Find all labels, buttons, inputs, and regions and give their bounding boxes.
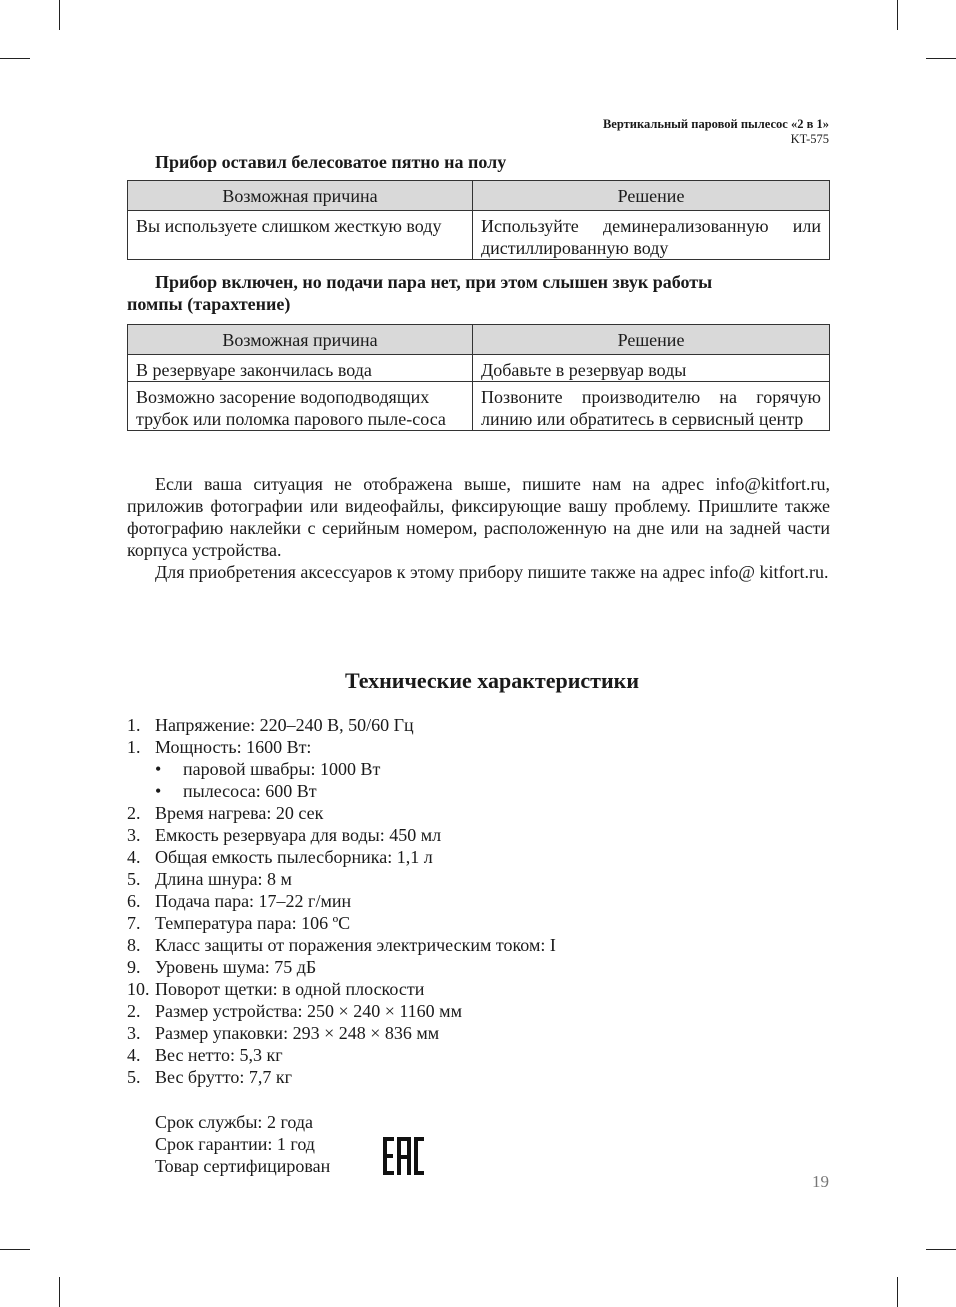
spec-text: Мощность: 1600 Вт: [155, 737, 312, 757]
accessories-paragraph: Для приобретения аксессуаров к этому прибору пишите также на адрес info@ kitfort.ru. [155, 562, 829, 582]
troubleshooting-table-2 [127, 324, 830, 431]
item-number: 3. [127, 825, 141, 845]
warranty: Срок гарантии: 1 год [155, 1134, 315, 1154]
spec-text: Напряжение: 220–240 В, 50/60 Гц [155, 715, 414, 735]
crop-mark [926, 58, 956, 59]
crop-mark [59, 0, 60, 30]
spec-text: Длина шнура: 8 м [155, 869, 292, 889]
table-row [128, 382, 830, 431]
item-number: 8. [127, 935, 141, 955]
spec-text: Поворот щетки: в одной плоскости [155, 979, 425, 999]
item-number: 10. [127, 979, 150, 999]
cause-cell: В резервуаре закончилась вода [128, 355, 473, 382]
table-row [128, 355, 830, 382]
item-number: 1. [127, 737, 141, 757]
page-number: 19 [812, 1172, 829, 1191]
crop-mark [897, 0, 898, 30]
solution-cell: Добавьте в резервуар воды [473, 355, 830, 382]
spec-text: Класс защиты от поражения электрическим током: I [155, 935, 556, 955]
footer-info [155, 1111, 330, 1177]
table-row [128, 211, 830, 260]
service-life: Срок службы: 2 года [155, 1112, 314, 1132]
specs-title: Технические характеристики [344, 668, 640, 693]
spec-text: Подача пара: 17–22 г/мин [155, 891, 352, 911]
item-number: 5. [127, 1067, 141, 1087]
certified: Товар сертифицирован [155, 1156, 331, 1176]
cause-cell: Вы используете слишком жесткую воду [128, 211, 473, 260]
spec-text: Температура пара: 106 ºС [155, 913, 351, 933]
item-number: 2. [127, 803, 141, 823]
item-number: 2. [127, 1001, 141, 1021]
crop-mark [0, 58, 30, 59]
column-header: Возможная причина [128, 181, 473, 211]
item-number: 1. [127, 715, 141, 735]
bullet-marker: • [155, 759, 162, 779]
spec-text: Емкость резервуара для воды: 450 мл [155, 825, 442, 845]
item-number: 5. [127, 869, 141, 889]
column-header: Решение [473, 181, 830, 211]
model-number: KT-575 [790, 132, 829, 146]
spec-text: Общая емкость пылесборника: 1,1 л [155, 847, 433, 867]
spec-text: Уровень шума: 75 дБ [155, 957, 317, 977]
product-name: Вертикальный паровой пылесос «2 в 1» [602, 117, 829, 131]
section-heading: Прибор включен, но подачи пара нет, при этом слышен звук работы помпы (тарахтение) [127, 272, 713, 314]
column-header: Решение [473, 325, 830, 355]
crop-mark [0, 1249, 30, 1250]
section-heading: Прибор оставил белесоватое пятно на полу [155, 152, 507, 172]
spec-text: Вес брутто: 7,7 кг [155, 1067, 292, 1087]
spec-text: Размер устройства: 250 × 240 × 1160 мм [155, 1001, 462, 1021]
crop-mark [59, 1277, 60, 1307]
item-number: 9. [127, 957, 141, 977]
running-header [603, 117, 829, 147]
spec-text: Вес нетто: 5,3 кг [155, 1045, 283, 1065]
troubleshooting-table-1 [127, 180, 830, 260]
cause-cell: Возможно засорение водоподводящих трубок или поломка парового пыле-соса [128, 382, 473, 431]
item-number: 6. [127, 891, 141, 911]
spec-text: паровой швабры: 1000 Вт [183, 759, 381, 779]
solution-cell: Используйте деминерализованную или дистиллированную воду [473, 211, 830, 260]
item-number: 4. [127, 1045, 141, 1065]
crop-mark [897, 1277, 898, 1307]
spec-text: пылесоса: 600 Вт [183, 781, 317, 801]
eac-logo-icon [383, 1137, 424, 1175]
spec-text: Размер упаковки: 293 × 248 × 836 мм [155, 1023, 440, 1043]
item-number: 4. [127, 847, 141, 867]
spec-text: Время нагрева: 20 сек [155, 803, 324, 823]
crop-mark [926, 1249, 956, 1250]
bullet-marker: • [155, 781, 162, 801]
solution-cell: Позвоните производителю на горячую линию или обратитесь в сервисный центр [473, 382, 830, 431]
column-header: Возможная причина [128, 325, 473, 355]
item-number: 3. [127, 1023, 141, 1043]
item-number: 7. [127, 913, 141, 933]
contact-paragraph: Если ваша ситуация не отображена выше, пишите нам на адрес info@kitfort.ru, приложив фотографии или видеофайлы, фиксирующие вашу проблему. Пришлите также фотографию наклейки с серийным номером, расположенную на дне или на задней части корпуса устройства. [127, 474, 830, 560]
